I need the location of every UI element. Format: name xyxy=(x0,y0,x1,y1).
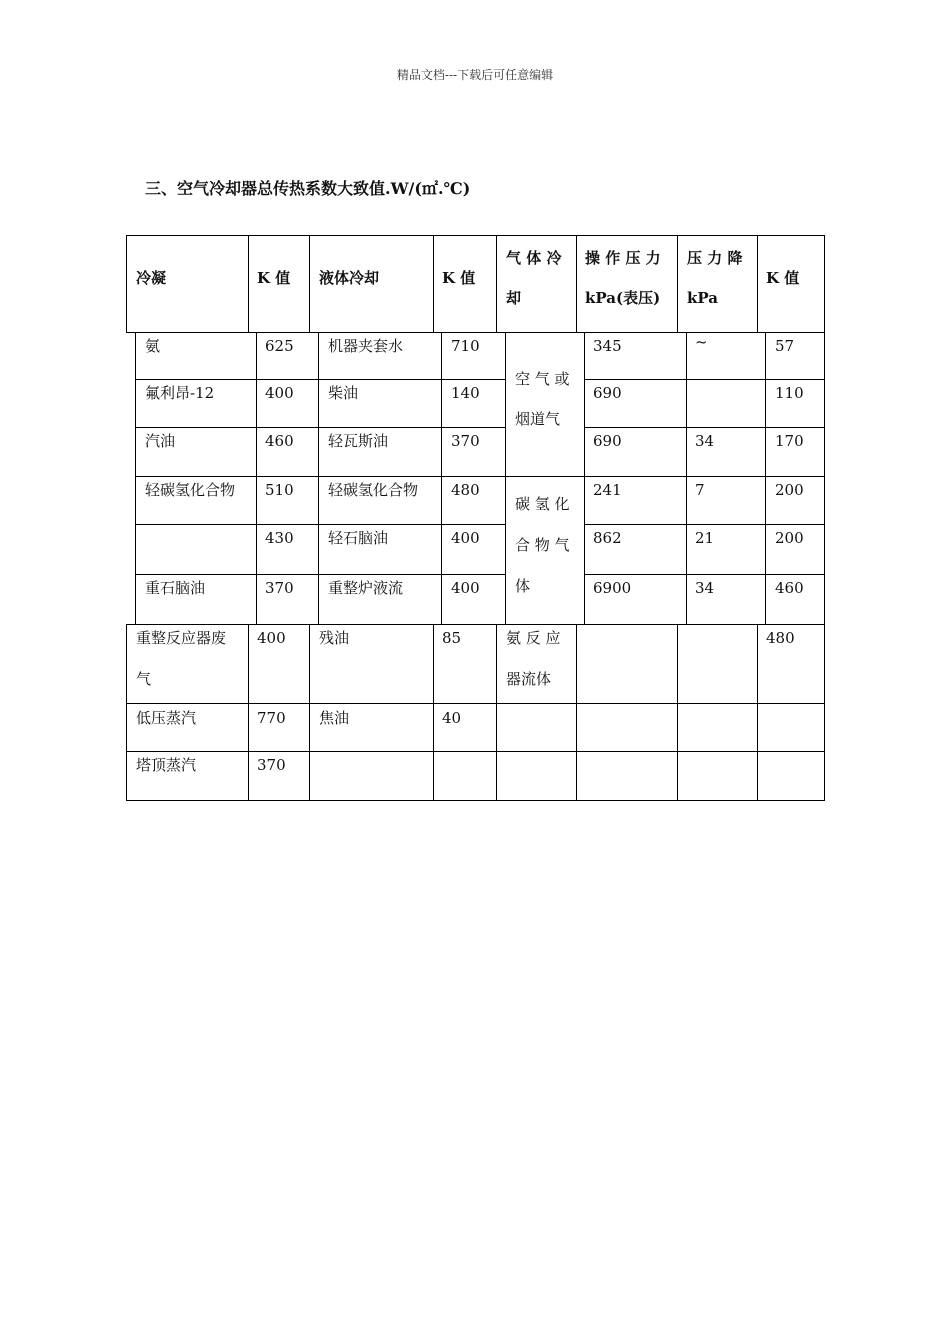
table-border xyxy=(126,624,825,625)
k3-cell: 480 xyxy=(766,629,795,647)
k2-cell: 480 xyxy=(451,481,480,499)
table-border xyxy=(135,427,506,428)
gas-group-air: 空 气 或 xyxy=(515,370,570,388)
table-border xyxy=(441,332,442,624)
table-border xyxy=(135,379,506,380)
condense-cell: 重整反应器废 xyxy=(136,629,227,647)
op-pressure-cell: 6900 xyxy=(593,579,632,597)
table-border xyxy=(433,235,434,333)
liquid-cell: 轻碳氢化合物 xyxy=(328,481,419,499)
condense-cell: 轻碳氢化合物 xyxy=(145,481,236,499)
pressure-drop-cell: ~ xyxy=(695,333,708,351)
condense-cell: 氟利昂-12 xyxy=(145,384,215,402)
section-heading: 三、空气冷却器总传热系数大致值.W/(㎡.℃) xyxy=(145,179,471,198)
table-border xyxy=(126,624,127,801)
table-border xyxy=(505,332,506,624)
gas-group-hydrocarbon-3: 体 xyxy=(515,577,531,595)
table-border xyxy=(248,624,249,801)
table-border xyxy=(677,235,678,333)
k1-cell: 460 xyxy=(265,432,294,450)
gas-group-hydrocarbon: 碳 氢 化 xyxy=(515,495,570,513)
liquid-cell: 残油 xyxy=(319,629,350,647)
table-border xyxy=(126,235,127,333)
k3-cell: 57 xyxy=(775,337,795,355)
k3-cell: 170 xyxy=(775,432,804,450)
table-border xyxy=(757,624,758,801)
k2-cell: 140 xyxy=(451,384,480,402)
k1-cell: 510 xyxy=(265,481,294,499)
k3-cell: 460 xyxy=(775,579,804,597)
table-border xyxy=(433,624,434,801)
table-border xyxy=(584,379,825,380)
condense-cell-2: 气 xyxy=(136,670,152,688)
page-header: 精品文档---下载后可任意编辑 xyxy=(396,68,554,82)
column-header-k3: K 值 xyxy=(766,269,800,287)
gas-group-air-2: 烟道气 xyxy=(515,410,561,428)
op-pressure-cell: 345 xyxy=(593,337,622,355)
liquid-cell: 柴油 xyxy=(328,384,359,402)
liquid-cell: 轻石脑油 xyxy=(328,529,389,547)
column-header-k1: K 值 xyxy=(257,269,291,287)
pressure-drop-cell: 34 xyxy=(695,579,715,597)
column-header-op-pressure-2: kPa(表压) xyxy=(585,289,661,307)
column-header-pressure-drop-2: kPa xyxy=(687,289,718,307)
table-border xyxy=(135,332,136,624)
liquid-cell: 轻瓦斯油 xyxy=(328,432,389,450)
op-pressure-cell: 690 xyxy=(593,384,622,402)
k2-cell: 40 xyxy=(442,709,462,727)
k3-cell: 110 xyxy=(775,384,804,402)
column-header-pressure-drop: 压 力 降 xyxy=(687,249,743,267)
k2-cell: 370 xyxy=(451,432,480,450)
condense-cell: 塔顶蒸汽 xyxy=(136,756,197,774)
k3-cell: 200 xyxy=(775,529,804,547)
table-border xyxy=(496,235,497,333)
pressure-drop-cell: 7 xyxy=(695,481,705,499)
table-border xyxy=(824,624,825,801)
table-border xyxy=(309,624,310,801)
column-header-op-pressure: 操 作 压 力 xyxy=(585,249,661,267)
k2-cell: 400 xyxy=(451,529,480,547)
table-border xyxy=(824,332,825,624)
condense-cell: 低压蒸汽 xyxy=(136,709,197,727)
table-border xyxy=(126,800,825,801)
k1-cell: 370 xyxy=(265,579,294,597)
table-border xyxy=(496,624,497,801)
k2-cell: 85 xyxy=(442,629,462,647)
k1-cell: 770 xyxy=(257,709,286,727)
liquid-cell: 焦油 xyxy=(319,709,350,727)
table-border xyxy=(126,703,825,704)
table-border xyxy=(248,235,249,333)
k1-cell: 400 xyxy=(257,629,286,647)
table-border xyxy=(309,235,310,333)
column-header-k2: K 值 xyxy=(442,269,476,287)
table-border xyxy=(584,574,825,575)
column-header-gas-cool-2: 却 xyxy=(506,289,522,307)
op-pressure-cell: 241 xyxy=(593,481,622,499)
k2-cell: 710 xyxy=(451,337,480,355)
table-border xyxy=(576,624,577,801)
k1-cell: 370 xyxy=(257,756,286,774)
table-border xyxy=(757,235,758,333)
k1-cell: 625 xyxy=(265,337,294,355)
table-border xyxy=(126,235,825,236)
condense-cell: 氨 xyxy=(145,337,161,355)
table-border xyxy=(576,235,577,333)
table-border xyxy=(126,751,825,752)
condense-cell: 重石脑油 xyxy=(145,579,206,597)
k1-cell: 400 xyxy=(265,384,294,402)
table-border xyxy=(135,524,506,525)
k1-cell: 430 xyxy=(265,529,294,547)
liquid-cell: 机器夹套水 xyxy=(328,337,404,355)
table-border xyxy=(765,332,766,624)
table-border xyxy=(135,574,506,575)
table-border xyxy=(584,332,585,624)
table-border xyxy=(686,332,687,624)
liquid-cell: 重整炉液流 xyxy=(328,579,404,597)
gas-cell: 氨 反 应 xyxy=(506,629,561,647)
table-border xyxy=(677,624,678,801)
k2-cell: 400 xyxy=(451,579,480,597)
table-border xyxy=(584,524,825,525)
op-pressure-cell: 862 xyxy=(593,529,622,547)
table-border xyxy=(126,332,825,333)
condense-cell: 汽油 xyxy=(145,432,176,450)
table-border xyxy=(318,332,319,624)
table-border xyxy=(256,332,257,624)
column-header-liquid-cool: 液体冷却 xyxy=(319,269,380,287)
op-pressure-cell: 690 xyxy=(593,432,622,450)
column-header-gas-cool: 气 体 冷 xyxy=(506,249,562,267)
gas-group-hydrocarbon-2: 合 物 气 xyxy=(515,536,570,554)
pressure-drop-cell: 21 xyxy=(695,529,715,547)
gas-cell-2: 器流体 xyxy=(506,670,552,688)
pressure-drop-cell: 34 xyxy=(695,432,715,450)
table-border xyxy=(584,427,825,428)
table-border xyxy=(135,476,825,477)
table-border xyxy=(824,235,825,333)
column-header-condense: 冷凝 xyxy=(136,269,167,287)
k3-cell: 200 xyxy=(775,481,804,499)
